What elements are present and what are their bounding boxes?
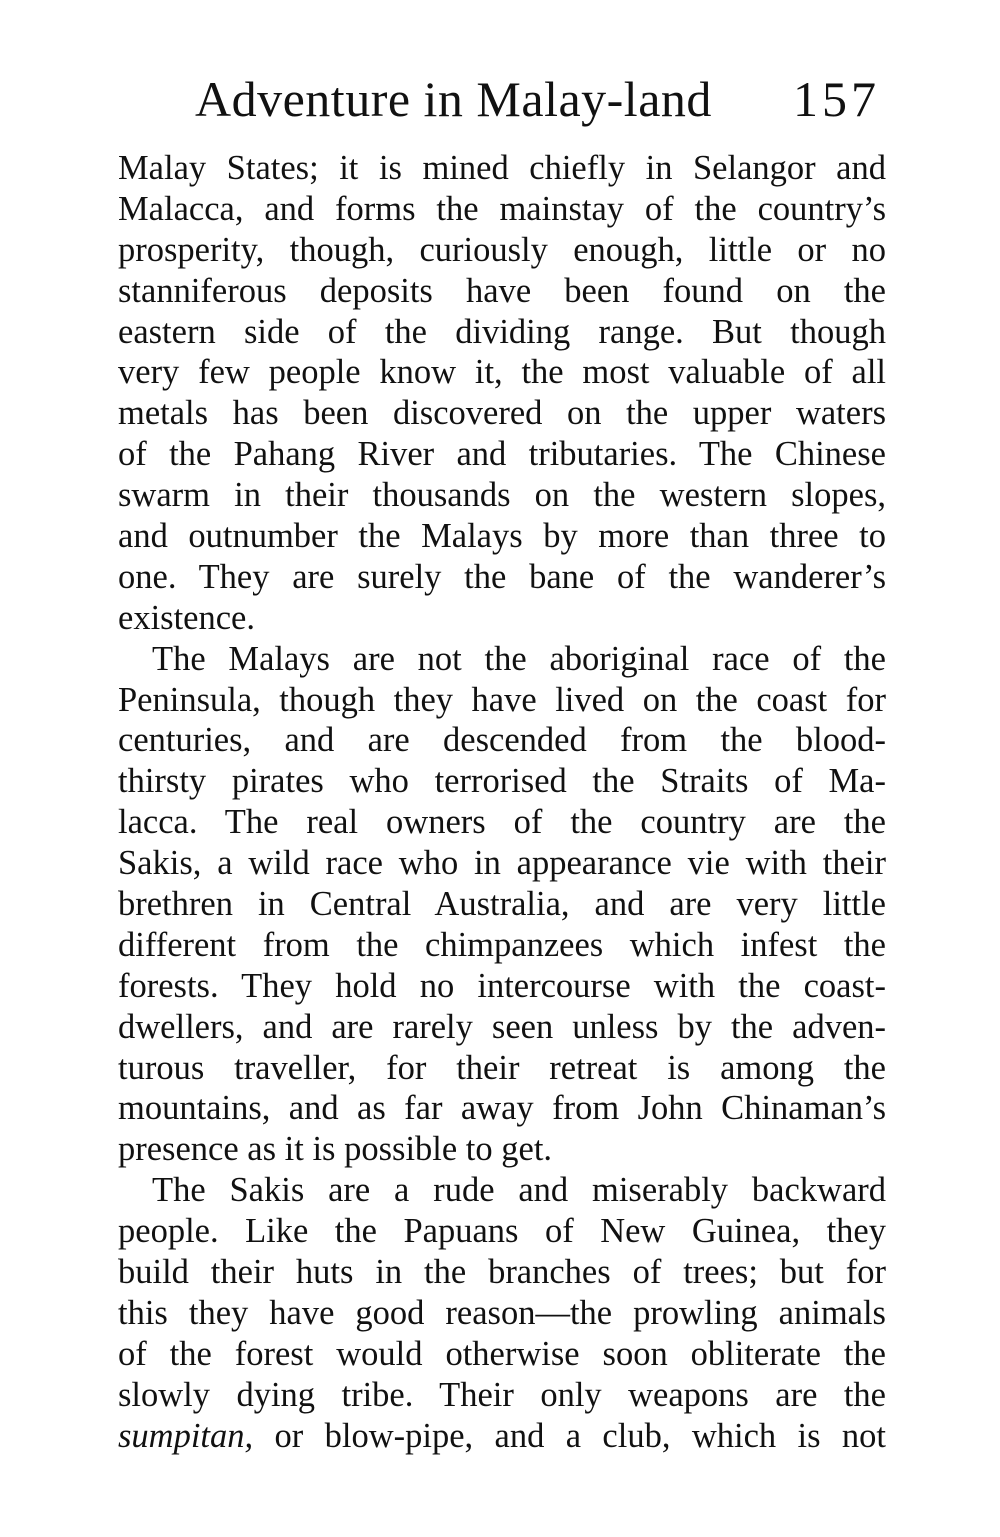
text-line: existence. bbox=[118, 598, 255, 637]
page-number: 157 bbox=[793, 71, 880, 127]
text-line: very few people know it, the most valuable of all bbox=[118, 353, 886, 392]
text-line: build their huts in the branches of trees; but for bbox=[118, 1253, 886, 1292]
running-head bbox=[195, 64, 880, 134]
text-line: Malacca, and forms the mainstay of the country’s bbox=[118, 189, 886, 228]
text-line: slowly dying tribe. Their only weapons are the bbox=[118, 1375, 886, 1414]
text-line: this they have good reason—the prowling animals bbox=[118, 1293, 886, 1332]
text-line: and outnumber the Malays by more than three to bbox=[118, 517, 886, 556]
text-line: metals has been discovered on the upper waters bbox=[118, 394, 886, 433]
text-line: different from the chimpanzees which infest the bbox=[118, 925, 886, 964]
text-line: thirsty pirates who terrorised the Straits of Ma- bbox=[118, 762, 886, 801]
text-line bbox=[118, 1416, 886, 1457]
text-line: of the forest would otherwise soon obliterate the bbox=[118, 1334, 886, 1373]
text-line: brethren in Central Australia, and are very little bbox=[118, 885, 886, 924]
text-line: presence as it is possible to get. bbox=[118, 1130, 553, 1169]
italic-term: sumpitan, bbox=[118, 1416, 254, 1455]
paragraph bbox=[118, 639, 886, 1171]
text-line: prosperity, though, curiously enough, little or no bbox=[118, 230, 886, 269]
running-title: Adventure in Malay-land bbox=[195, 71, 712, 127]
text-line: centuries, and are descended from the blood- bbox=[118, 721, 886, 760]
text-line: of the Pahang River and tributaries. The Chinese bbox=[118, 435, 886, 474]
text-line: stanniferous deposits have been found on the bbox=[118, 271, 886, 310]
text-line: The Sakis are a rude and miserably backward bbox=[152, 1171, 886, 1210]
text-line: dwellers, and are rarely seen unless by the adven- bbox=[118, 1007, 886, 1046]
text-line: Malay States; it is mined chiefly in Selangor and bbox=[118, 149, 886, 187]
text-line: swarm in their thousands on the western slopes, bbox=[118, 476, 886, 515]
text-line: forests. They hold no intercourse with the coast- bbox=[118, 966, 886, 1005]
text-line: The Malays are not the aboriginal race of the bbox=[152, 639, 886, 678]
body-text bbox=[118, 148, 886, 1457]
text-line: one. They are surely the bane of the wanderer’s bbox=[118, 557, 886, 596]
text-line: lacca. The real owners of the country are the bbox=[118, 803, 886, 842]
text-line: mountains, and as far away from John Chinaman’s bbox=[118, 1089, 886, 1128]
text-line: eastern side of the dividing range. But though bbox=[118, 312, 886, 351]
paragraph bbox=[118, 148, 886, 639]
text-line: people. Like the Papuans of New Guinea, they bbox=[118, 1212, 886, 1251]
text-line: Peninsula, though they have lived on the coast for bbox=[118, 680, 886, 719]
line-remainder: or blow-pipe, and a club, which is not bbox=[253, 1416, 886, 1455]
text-line: Sakis, a wild race who in appearance vie with their bbox=[118, 844, 886, 883]
text-line: turous traveller, for their retreat is among the bbox=[118, 1048, 886, 1087]
paragraph bbox=[118, 1170, 886, 1456]
